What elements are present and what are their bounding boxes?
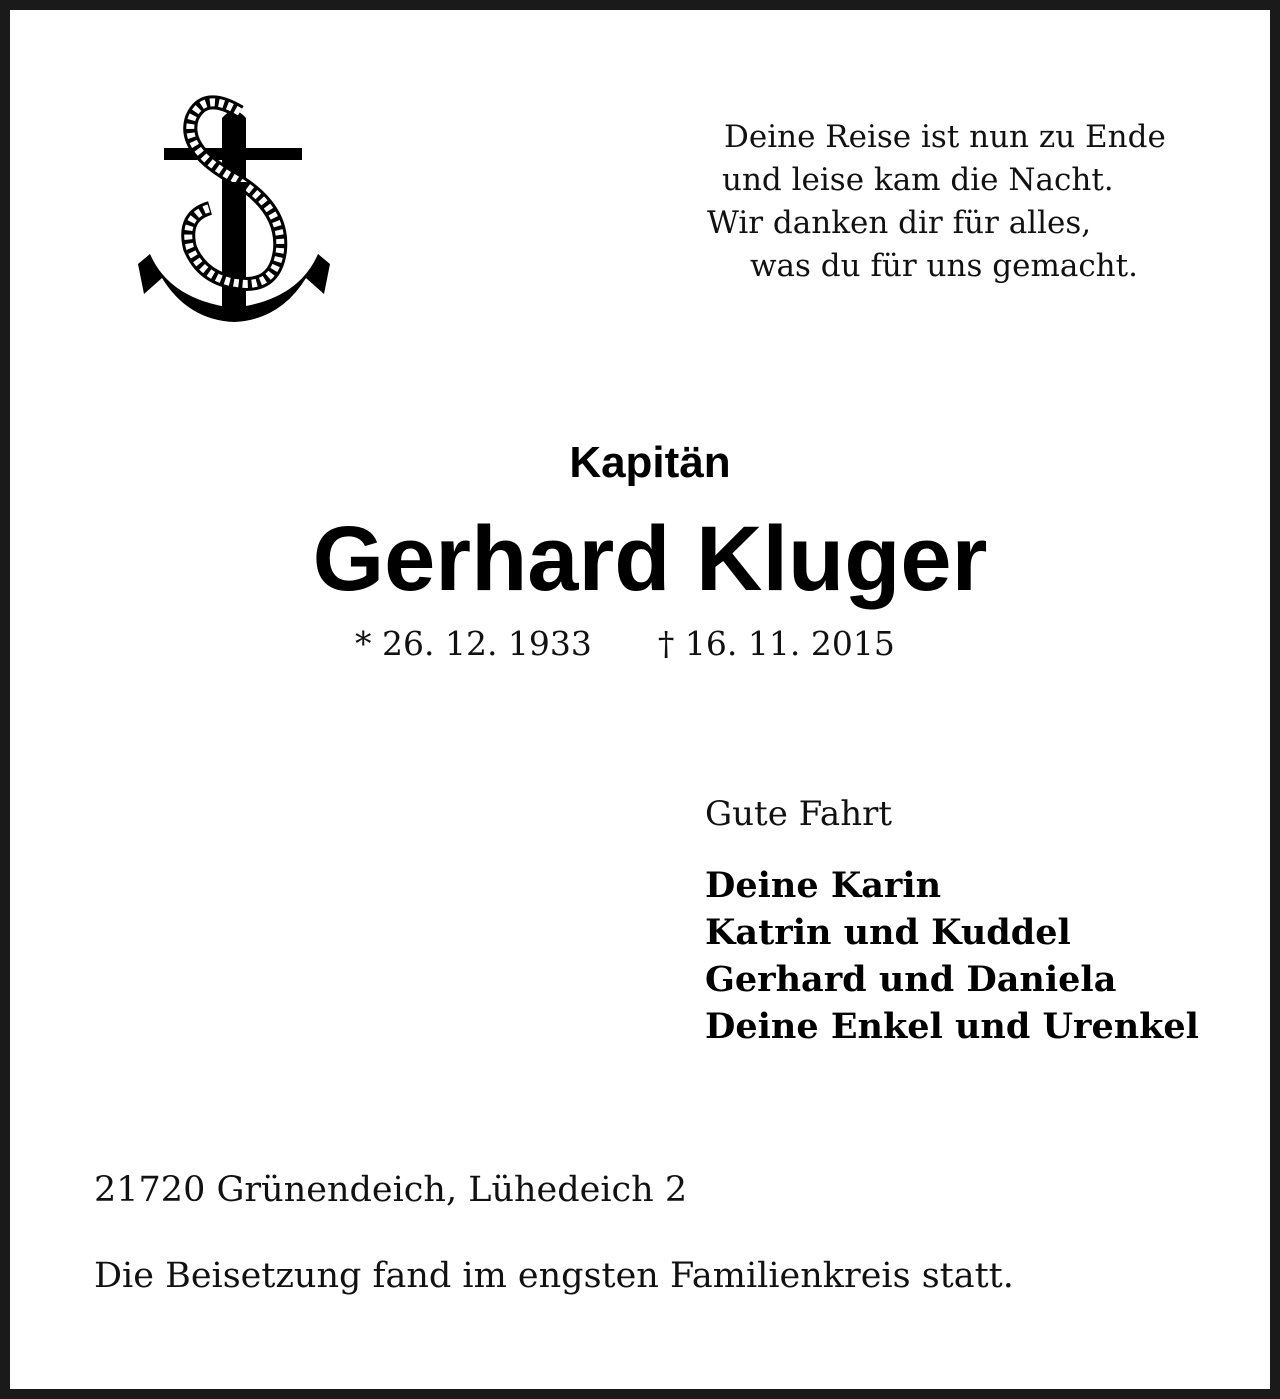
address: 21720 Grünendeich, Lühedeich 2 (94, 1170, 688, 1210)
deceased-name: Gerhard Kluger (312, 508, 988, 610)
mourners-list (705, 862, 1199, 1050)
mourner-name: Gerhard und Daniela (705, 959, 1117, 1000)
burial-note: Die Beisetzung fand im engsten Familienkreis statt. (94, 1256, 1014, 1296)
deceased-title: Kapitän (569, 438, 731, 487)
poem-line: und leise kam die Nacht. (722, 162, 1114, 198)
anchor-icon (130, 82, 340, 332)
poem-line: Wir danken dir für alles, (707, 205, 1092, 241)
life-dates (355, 624, 895, 663)
mourner-name: Katrin und Kuddel (705, 912, 1071, 953)
farewell-phrase: Gute Fahrt (705, 794, 893, 834)
death-date: † 16. 11. 2015 (657, 624, 895, 663)
poem-line: Deine Reise ist nun zu Ende (724, 119, 1166, 155)
mourner-name: Deine Karin (705, 865, 942, 906)
poem-line: was du für uns gemacht. (750, 248, 1138, 284)
mourner-name: Deine Enkel und Urenkel (705, 1006, 1199, 1047)
birth-date: * 26. 12. 1933 (355, 624, 592, 663)
memorial-poem (700, 116, 1260, 288)
